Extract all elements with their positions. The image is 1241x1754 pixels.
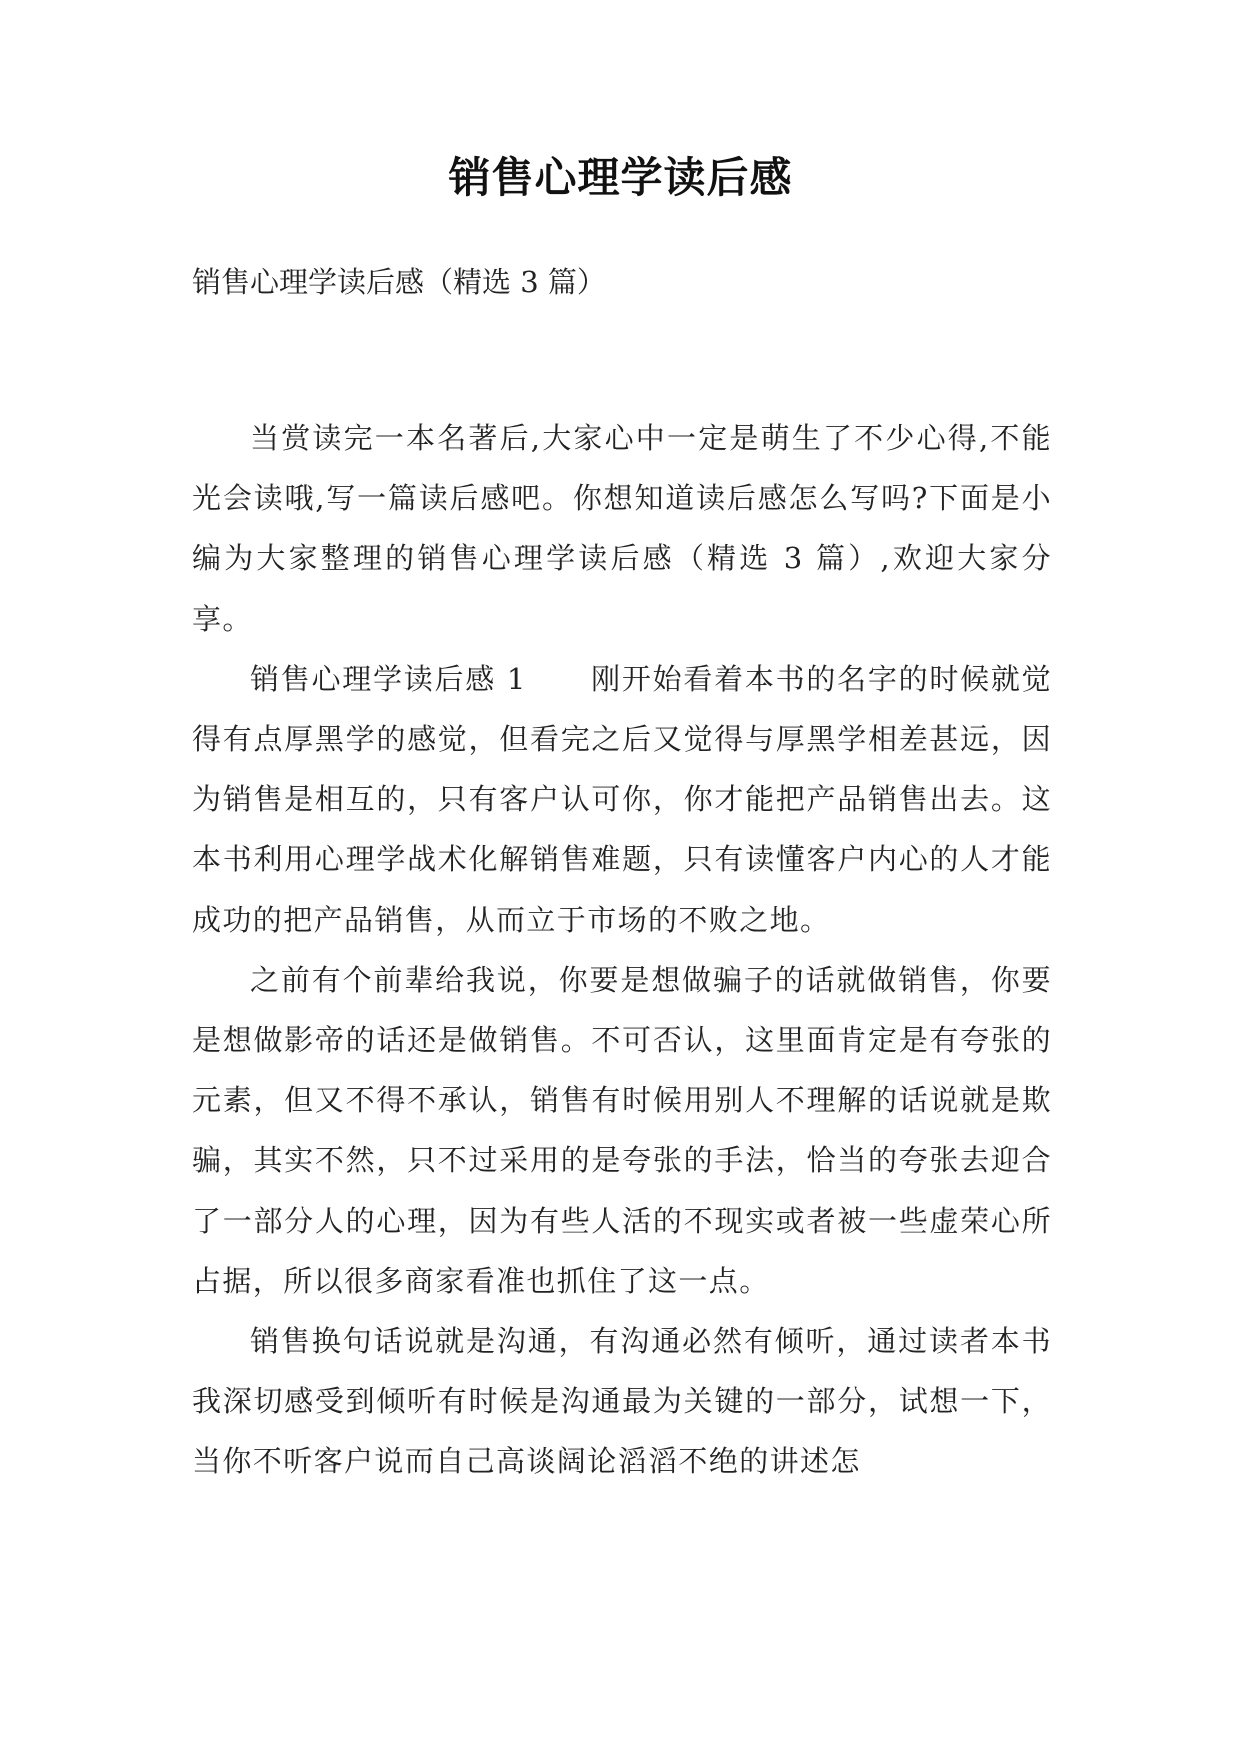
document-subtitle: 销售心理学读后感（精选 3 篇）	[192, 265, 606, 299]
document-title: 销售心理学读后感	[448, 153, 793, 202]
essay-1-paragraph	[192, 649, 1052, 950]
intro-paragraph	[192, 408, 1052, 649]
body-paragraph	[192, 1311, 1052, 1492]
paragraph-text: 销售换句话说就是沟通，有沟通必然有倾听，通过读者本书我深切感受到倾听有时候是沟通最为关键的一部分，试想一下，当你不听客户说而自己高谈阔论滔滔不绝的讲述怎	[192, 1324, 1052, 1479]
paragraph-text: 之前有个前辈给我说，你要是想做骗子的话就做销售，你要是想做影帝的话还是做销售。不可否认，这里面肯定是有夸张的元素，但又不得不承认，销售有时候用别人不理解的话说就是欺骗，其实不然，只不过采用的是夸张的手法，恰当的夸张去迎合了一部分人的心理，因为有些人活的不现实或者被一些虚荣心所占据，所以很多商家看准也抓住了这一点。	[192, 962, 1052, 1298]
body-paragraph	[192, 950, 1052, 1311]
paragraph-text: 刚开始看着本书的名字的时候就觉得有点厚黑学的感觉，但看完之后又觉得与厚黑学相差甚远，因为销售是相互的，只有客户认可你，你才能把产品销售出去。这本书利用心理学战术化解销售难题，只有读懂客户内心的人才能成功的把产品销售，从而立于市场的不败之地。	[192, 661, 1052, 937]
document-body	[192, 408, 1052, 1492]
essay-heading: 销售心理学读后感 1	[250, 661, 527, 696]
paragraph-text: 当赏读完一本名著后,大家心中一定是萌生了不少心得,不能光会读哦,写一篇读后感吧。你想知道读后感怎么写吗?下面是小编为大家整理的销售心理学读后感（精选 3 篇）,欢迎大家分享。	[192, 421, 1052, 636]
